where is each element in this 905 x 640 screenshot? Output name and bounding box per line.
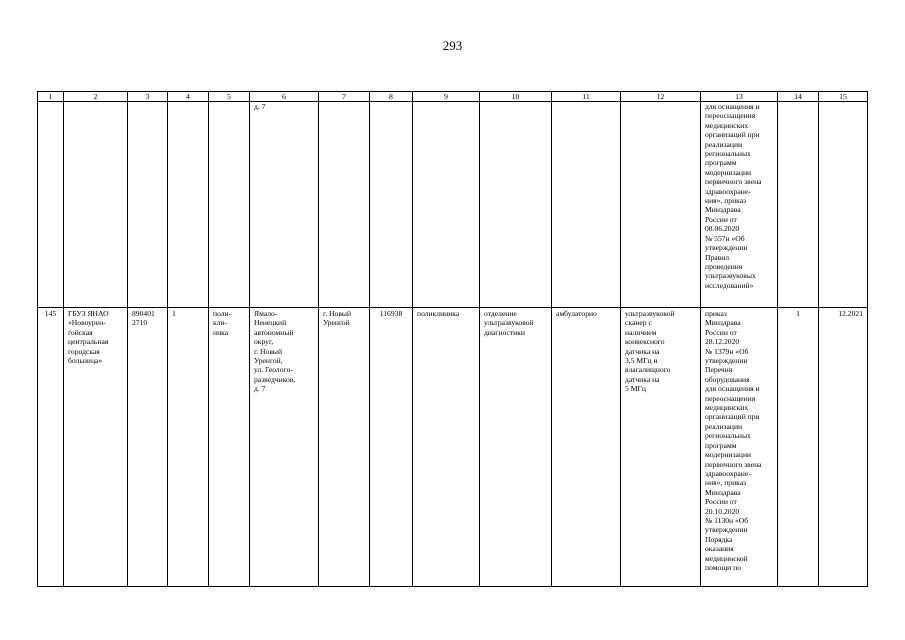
column-number-row — [38, 92, 868, 102]
column-header: 4 — [168, 92, 209, 102]
table-cell — [819, 102, 868, 308]
table-cell — [413, 102, 480, 308]
column-header: 13 — [701, 92, 778, 102]
organization-cell: ГБУЗ ЯНАО «Новоурен- гойская центральная городская больница» — [64, 308, 128, 587]
equipment-cell: ультразвуковой сканер с наличием конвексного датчика на 3,5 МГц и влагалищного датчика на 5 МГц — [621, 308, 701, 587]
table-cell — [64, 102, 128, 308]
table-cell — [480, 102, 552, 308]
table-cell — [209, 102, 250, 308]
column-header: 8 — [370, 92, 413, 102]
row-number-cell: 145 — [38, 308, 64, 587]
column-header: 14 — [778, 92, 819, 102]
city-cell: г. Новый Уренгой — [319, 308, 370, 587]
table-cell — [319, 102, 370, 308]
code-cell: 890401 2710 — [128, 308, 168, 587]
column-header: 15 — [819, 92, 868, 102]
quantity-cell: 1 — [778, 308, 819, 587]
table-row — [38, 308, 868, 587]
normative-basis-cell: приказ Минздрава России от 28.12.2020 № 1379н «Об утверждении Перечня оборудования для оснащения и переоснащения медицинских организаций при реализации региональных программ модернизации первичного звена здравоохране- ния», приказ Минздрава России от 20.10.2020 № 1130н «Об утверждении Порядка оказания медицинской помощи по — [701, 308, 778, 587]
department-cell: отделение ультразвуковой диагностики — [480, 308, 552, 587]
care-type-cell: амбулаторно — [552, 308, 621, 587]
table-cell — [370, 102, 413, 308]
column-header: 1 — [38, 92, 64, 102]
column-header: 10 — [480, 92, 552, 102]
column-header: 2 — [64, 92, 128, 102]
column-header: 6 — [250, 92, 319, 102]
date-cell: 12.2021 — [819, 308, 868, 587]
column-header: 9 — [413, 92, 480, 102]
column-header: 3 — [128, 92, 168, 102]
facility-type-cell: поликлиника — [413, 308, 480, 587]
column-header: 7 — [319, 92, 370, 102]
continuation-row — [38, 102, 868, 308]
column-header: 5 — [209, 92, 250, 102]
column-header: 11 — [552, 92, 621, 102]
equipment-register-table — [37, 91, 868, 587]
table-cell — [38, 102, 64, 308]
division-cell: поли- кли- ника — [209, 308, 250, 587]
table-cell — [128, 102, 168, 308]
page-number: 293 — [442, 38, 463, 53]
table-cell — [552, 102, 621, 308]
table-cell — [778, 102, 819, 308]
column-4-cell: 1 — [168, 308, 209, 587]
code2-cell: 116938 — [370, 308, 413, 587]
table-cell — [168, 102, 209, 308]
column-header: 12 — [621, 92, 701, 102]
address-cell: Ямало- Ненецкий автономный округ, г. Новый Уренгой, ул. Геолого- разведчиков, д. 7 — [250, 308, 319, 587]
table-cell — [621, 102, 701, 308]
address-cell: д. 7 — [250, 102, 319, 308]
normative-basis-cell: для оснащения и переоснащения медицинских организаций при реализации региональных программ модернизации первичного звена здравоохране- ния», приказ Минздрава России от 08.06.2020 № 557н «Об утверждении Правил проведения ультразвуковых исследований» — [701, 102, 778, 308]
